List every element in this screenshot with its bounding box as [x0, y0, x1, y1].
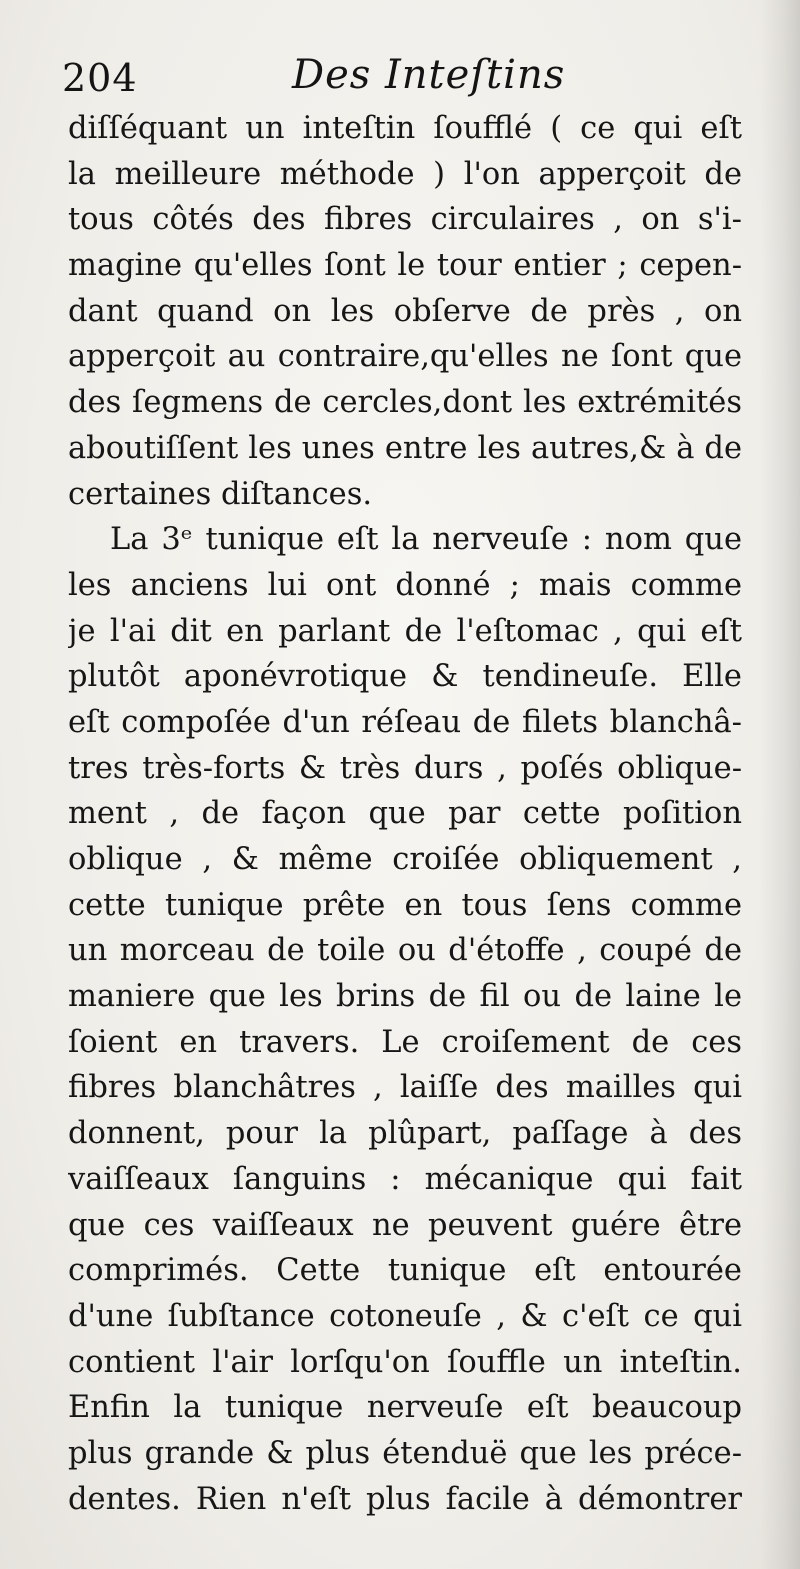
text-line: dentes. Rien n'eſt plus facile à démontrer: [68, 1481, 742, 1517]
text-line: fibres blanchâtres , laiſſe des mailles qui: [68, 1070, 742, 1106]
paragraph-end-line: certaines diſtances.: [68, 476, 373, 512]
text-line: les anciens lui ont donné ; mais comme: [68, 567, 742, 603]
text-line: maniere que les brins de fil ou de laine le: [68, 979, 742, 1015]
text-line: Enfin la tunique nerveuſe eſt beaucoup: [68, 1390, 742, 1426]
text-line: contient l'air lorſqu'on ſouffle un inteſtin.: [68, 1344, 742, 1380]
page-edge-shadow: [760, 0, 800, 1569]
running-head: Des Inteſtins: [292, 52, 566, 98]
text-line: ſoient en travers. Le croiſement de ces: [68, 1024, 742, 1060]
page-number: 204: [62, 56, 138, 100]
text-line: la meilleure méthode ) l'on apperçoit de: [68, 156, 742, 192]
text-line: ment , de façon que par cette poſition: [68, 796, 742, 832]
text-line: magine qu'elles ſont le tour entier ; cepen-: [68, 248, 742, 284]
text-line: dant quand on les obſerve de près , on: [68, 293, 742, 329]
text-line: des ſegmens de cercles,dont les extrémités: [68, 385, 742, 421]
text-line: cette tunique prête en tous ſens comme: [68, 887, 742, 923]
paragraph-start-line: La 3ᵉ tunique eſt la nerveuſe : nom que: [110, 522, 742, 558]
text-line: que ces vaiſſeaux ne peuvent guére être: [68, 1207, 742, 1243]
page-header: [62, 52, 752, 112]
text-line: oblique , & même croiſée obliquement ,: [68, 842, 742, 877]
text-line: tous côtés des fibres circulaires , on s'i-: [68, 202, 742, 238]
text-line: plutôt aponévrotique & tendineuſe. Elle: [68, 659, 742, 695]
text-line: eſt compoſée d'un réſeau de filets blanchâ-: [68, 704, 742, 740]
text-line: donnent, pour la plûpart, paſſage à des: [68, 1116, 742, 1152]
text-line: un morceau de toile ou d'étoffe , coupé de: [68, 933, 742, 969]
text-line: diſſéquant un inteſtin ſoufflé ( ce qui eſt: [68, 111, 742, 146]
text-line: apperçoit au contraire,qu'elles ne ſont que: [68, 339, 742, 375]
body-text: [68, 106, 742, 1522]
text-line: plus grande & plus étenduë que les préce-: [68, 1435, 742, 1471]
text-line: vaiſſeaux ſanguins : mécanique qui fait: [68, 1161, 742, 1197]
text-line: je l'ai dit en parlant de l'eſtomac , qui eſt: [68, 613, 742, 649]
text-line: d'une ſubſtance cotoneuſe , & c'eſt ce qui: [68, 1298, 742, 1334]
text-line: comprimés. Cette tunique eſt entourée: [68, 1253, 742, 1289]
text-line: aboutiſſent les unes entre les autres,& à de: [68, 430, 742, 466]
text-line: tres très-forts & très durs , poſés oblique-: [68, 750, 742, 786]
